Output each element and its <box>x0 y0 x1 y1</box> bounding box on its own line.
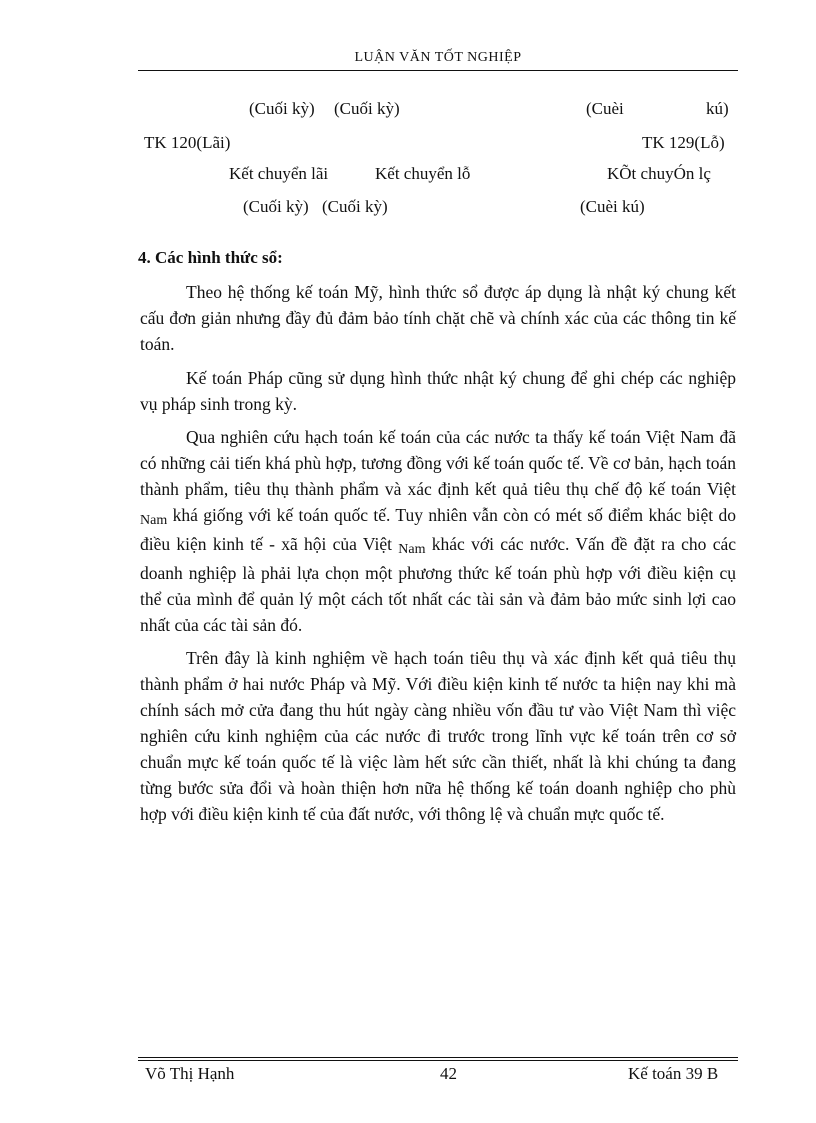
diagram-row1-label-a: (Cuối kỳ) <box>249 99 315 118</box>
paragraph-3 <box>140 424 736 638</box>
transfer-profit-label: Kết chuyển lãi <box>229 164 329 183</box>
paragraph-3-part-b: khá giống với kế toán quốc tế. Tuy nhiên vẫn còn có mét số điểm khác biệt do điều kiện kinh tế - xã hội của Việt <box>140 505 736 554</box>
paragraph-4: Trên đây là kinh nghiệm về hạch toán tiêu thụ và xác định kết quả tiêu thụ thành phẩm ở hai nước Pháp và Mỹ. Với điều kiện kinh tế nước ta hiện nay khi mà chính sách mở cửa đang thu hút ngày càng nhiều vốn đầu tư vào Việt Nam thì việc nghiên cứu kinh nghiệm của các nước đi trước trong lĩnh vực kế toán trên cơ sở chuẩn mực kế toán quốc tế là việc làm hết sức cần thiết, nhất là khi chúng ta đang từng bước sửa đổi và hoàn thiện hơn nữa hệ thống kế toán doanh nghiệp cho phù hợp với điều kiện kinh tế của đất nước, với thông lệ và chuẩn mực quốc tế. <box>140 648 736 824</box>
paragraph-2: Kế toán Pháp cũng sử dụng hình thức nhật ký chung để ghi chép các nghiệp vụ pháp sinh trong kỳ. <box>140 368 736 414</box>
diagram-row4-label-b: (Cuối kỳ) <box>322 197 388 216</box>
footer-class: Kế toán 39 B <box>628 1064 719 1083</box>
paragraph-3-nam-2: Nam <box>398 542 426 557</box>
transfer-loss-label: Kết chuyển lỗ <box>375 164 471 183</box>
diagram-row1-label-d: kú) <box>706 99 729 118</box>
footer-rule <box>138 1057 738 1058</box>
section-heading: 4. Các hình thức sổ: <box>138 248 283 267</box>
footer-page-number: 42 <box>440 1064 457 1083</box>
paragraph-3-part-c: khác với các nước. Vấn đề đặt ra cho các doanh nghiệp là phải lựa chọn một phương thức kế toán phù hợp với điều kiện cụ thể của mình để quản lý một cách tốt nhất các tài sản và đảm bảo mức sinh lợi cao nhất của các tài sản đó. <box>140 534 737 635</box>
footer-author: Võ Thị Hạnh <box>145 1064 235 1083</box>
diagram-row1-label-b: (Cuối kỳ) <box>334 99 400 118</box>
diagram-row4-label-a: (Cuối kỳ) <box>243 197 309 216</box>
transfer-loss-label-garbled: KÕt chuyÓn lç <box>607 164 711 183</box>
diagram-row1-label-c: (Cuèi <box>586 99 624 118</box>
paragraph-3-part-a: Qua nghiên cứu hạch toán kế toán của các nước ta thấy kế toán Việt Nam đã có những cải tiến khá phù hợp, tương đồng với kế toán quốc tế. Về cơ bản, hạch toán thành phẩm, tiêu thụ thành phẩm và xác định kết quả tiêu thụ chế độ kế toán Việt <box>140 427 736 499</box>
footer-rule-double <box>138 1060 738 1061</box>
paragraph-1: Theo hệ thống kế toán Mỹ, hình thức sổ được áp dụng là nhật ký chung kết cấu đơn giản nhưng đầy đủ đảm bảo tính chặt chẽ và chính xác của các thông tin kế toán. <box>140 282 736 354</box>
header-rule <box>138 70 738 71</box>
page-header-title: LUẬN VĂN TỐT NGHIỆP <box>354 50 522 65</box>
account-tk129-label: TK 129(Lỗ) <box>642 133 725 152</box>
account-tk120-label: TK 120(Lãi) <box>144 133 231 152</box>
diagram-row4-label-c: (Cuèi kú) <box>580 197 645 216</box>
paragraph-3-nam-1: Nam <box>140 513 168 528</box>
